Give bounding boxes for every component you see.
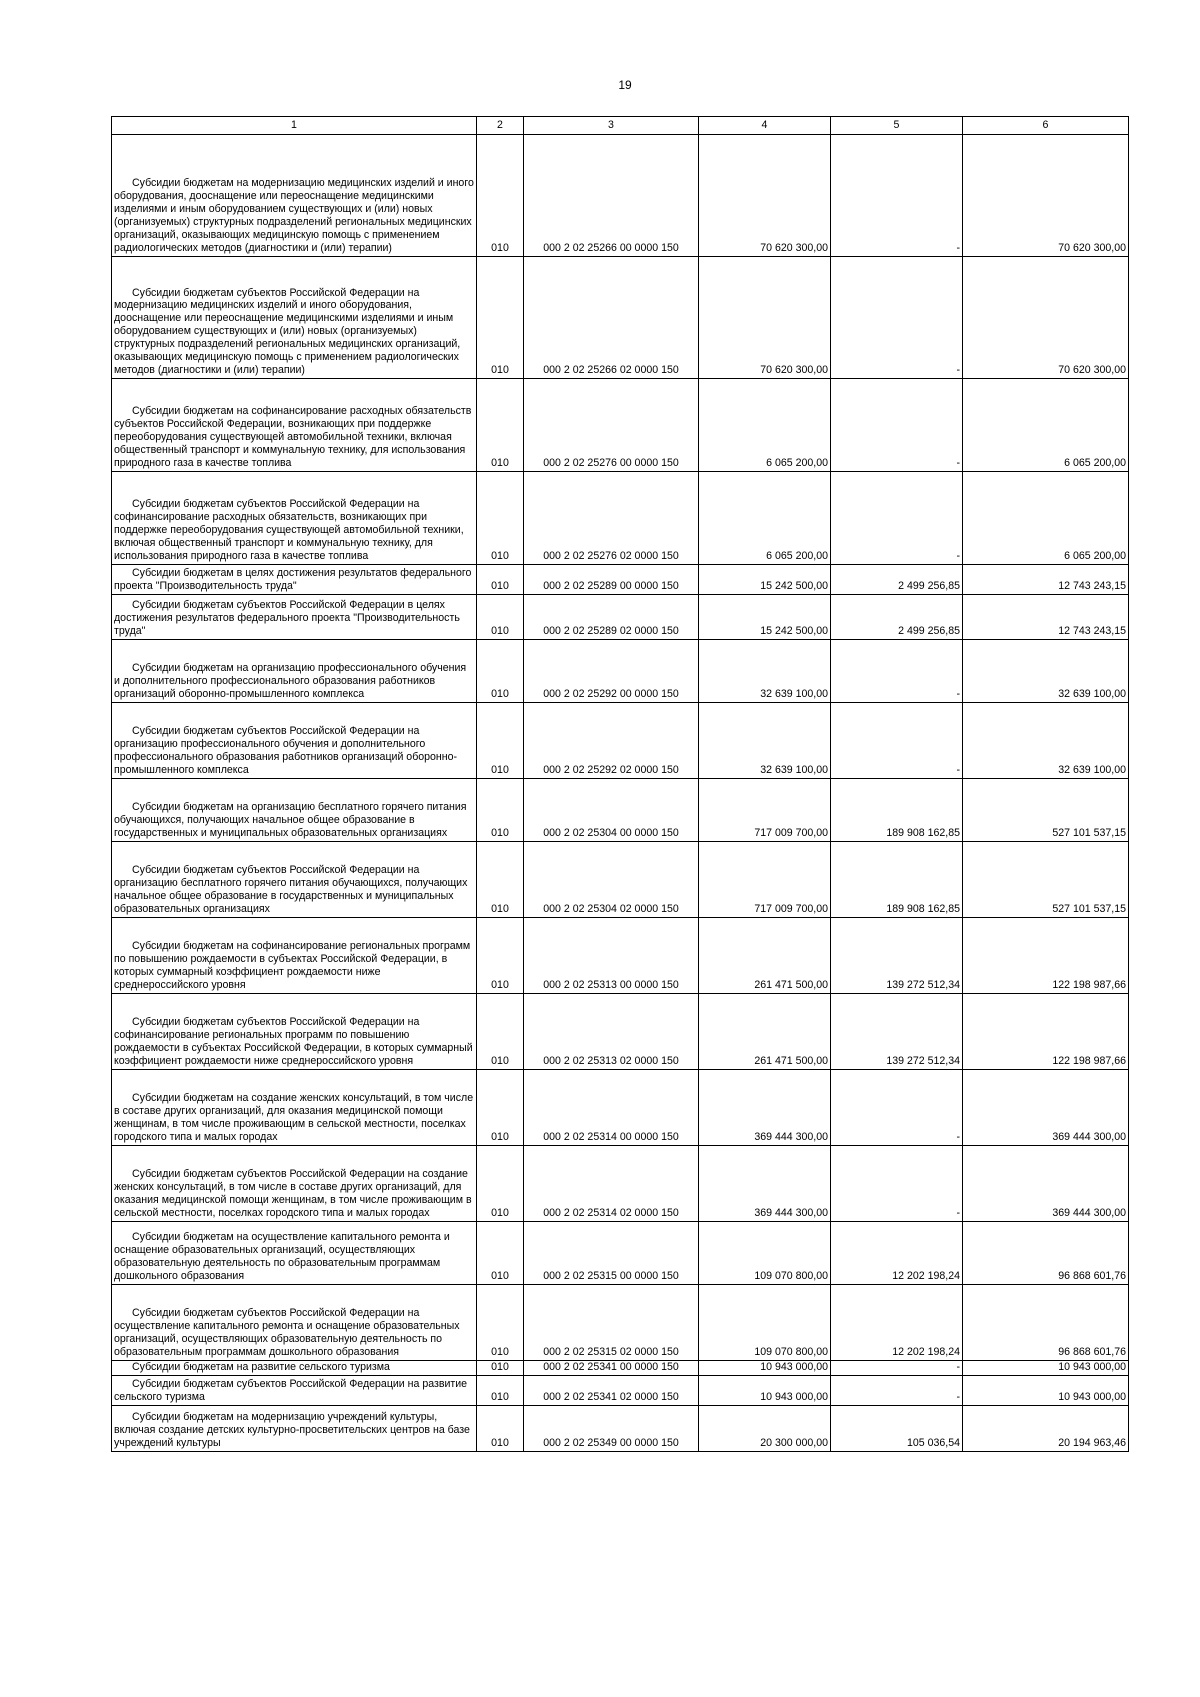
- row-plan-cell: [699, 640, 831, 703]
- cell-text: 000 2 02 25292 02 0000 150: [543, 764, 679, 777]
- row-name-cell: [112, 1361, 477, 1376]
- table-row: [112, 994, 1129, 1070]
- cell-text: Субсидии бюджетам субъектов Российской Федерации на софинансирование региональных программ по повышению рождаемости в субъектах Российской Федерации, в которых суммарный коэффициент рождаемости ниже среднероссийского уровня: [114, 1016, 473, 1068]
- cell-text: 010: [491, 580, 509, 593]
- cell-text: 369 444 300,00: [754, 1131, 828, 1144]
- cell-text: 20 300 000,00: [760, 1437, 828, 1450]
- cell-text: 12 743 243,15: [1058, 580, 1126, 593]
- row-done-cell: [831, 257, 963, 379]
- row-done-cell: [831, 842, 963, 918]
- budget-table: [111, 116, 1129, 1452]
- row-kbk-cell: [524, 994, 699, 1070]
- row-code-cell: [477, 1070, 524, 1146]
- column-header-3: 3: [524, 117, 699, 135]
- table-row: [112, 1285, 1129, 1361]
- table-row: [112, 1376, 1129, 1406]
- row-kbk-cell: [524, 257, 699, 379]
- cell-text: Субсидии бюджетам субъектов Российской Федерации на организацию профессионального обучения и дополнительного профессионального образования работников организаций оборонно-промышленного комплекса: [114, 725, 458, 777]
- row-code-cell: [477, 1146, 524, 1222]
- row-plan-cell: [699, 1376, 831, 1406]
- row-kbk-cell: [524, 1361, 699, 1376]
- cell-text: 717 009 700,00: [754, 827, 828, 840]
- cell-text: 12 743 243,15: [1058, 625, 1126, 638]
- row-name-cell: [112, 640, 477, 703]
- cell-text: Субсидии бюджетам на создание женских консультаций, в том числе в составе других организаций, для оказания медицинской помощи женщинам, в том числе проживающим в сельской местности, поселках городского типа и малых городах: [114, 1092, 474, 1144]
- cell-text: Субсидии бюджетам на модернизацию учреждений культуры, включая создание детских культурно-просветительских центров на базе учреждений культуры: [114, 1411, 470, 1450]
- row-done-cell: [831, 1376, 963, 1406]
- row-kbk-cell: [524, 1146, 699, 1222]
- cell-text: 189 908 162,85: [886, 827, 960, 840]
- row-name-cell: [112, 1406, 477, 1452]
- cell-text: 010: [491, 457, 509, 470]
- row-plan-cell: [699, 779, 831, 842]
- cell-text: -: [956, 1391, 960, 1404]
- column-header-5: 5: [831, 117, 963, 135]
- cell-text: 000 2 02 25266 00 0000 150: [543, 242, 679, 255]
- cell-text: 000 2 02 25289 00 0000 150: [543, 580, 679, 593]
- row-code-cell: [477, 1361, 524, 1376]
- cell-text: 70 620 300,00: [1058, 242, 1126, 255]
- cell-text: 010: [491, 1346, 509, 1359]
- cell-text: 369 444 300,00: [1052, 1207, 1126, 1220]
- table-row: [112, 595, 1129, 640]
- cell-text: 010: [491, 1437, 509, 1450]
- cell-text: 70 620 300,00: [760, 364, 828, 377]
- cell-text: Субсидии бюджетам субъектов Российской Федерации на развитие сельского туризма: [114, 1378, 468, 1404]
- table-row: [112, 135, 1129, 257]
- cell-text: 010: [491, 827, 509, 840]
- cell-text: 2 499 256,85: [898, 580, 960, 593]
- table-row: [112, 379, 1129, 472]
- row-rest-cell: [963, 257, 1129, 379]
- cell-text: 010: [491, 625, 509, 638]
- cell-text: -: [956, 242, 960, 255]
- row-plan-cell: [699, 1146, 831, 1222]
- table-row: [112, 1361, 1129, 1376]
- cell-text: 717 009 700,00: [754, 903, 828, 916]
- cell-text: 000 2 02 25314 02 0000 150: [543, 1207, 679, 1220]
- row-rest-cell: [963, 135, 1129, 257]
- row-code-cell: [477, 257, 524, 379]
- cell-text: 000 2 02 25313 02 0000 150: [543, 1055, 679, 1068]
- row-rest-cell: [963, 1222, 1129, 1285]
- row-name-cell: [112, 994, 477, 1070]
- cell-text: -: [956, 1361, 960, 1374]
- row-rest-cell: [963, 703, 1129, 779]
- row-code-cell: [477, 1285, 524, 1361]
- cell-text: 12 202 198,24: [892, 1270, 960, 1283]
- row-name-cell: [112, 1376, 477, 1406]
- cell-text: 96 868 601,76: [1058, 1346, 1126, 1359]
- cell-text: Субсидии бюджетам субъектов Российской Федерации на осуществление капитального ремонта и оснащение образовательных организаций, осуществляющих образовательную деятельность по образовательным программам дошкольного образования: [114, 1307, 460, 1359]
- cell-text: 010: [491, 688, 509, 701]
- cell-text: Субсидии бюджетам субъектов Российской Федерации на софинансирование расходных обязательств, возникающих при поддержке переоборудования существующей автомобильной техники, включая общественный транспорт и коммунальную технику, для использования природного газа в качестве топлива: [114, 498, 464, 563]
- row-name-cell: [112, 1070, 477, 1146]
- cell-text: 6 065 200,00: [1064, 550, 1126, 563]
- row-done-cell: [831, 779, 963, 842]
- row-kbk-cell: [524, 595, 699, 640]
- cell-text: 527 101 537,15: [1052, 903, 1126, 916]
- cell-text: 261 471 500,00: [754, 1055, 828, 1068]
- cell-text: 15 242 500,00: [760, 625, 828, 638]
- table-row: [112, 1406, 1129, 1452]
- cell-text: 32 639 100,00: [1058, 688, 1126, 701]
- cell-text: 010: [491, 1361, 509, 1374]
- cell-text: 000 2 02 25266 02 0000 150: [543, 364, 679, 377]
- cell-text: 000 2 02 25315 00 0000 150: [543, 1270, 679, 1283]
- row-kbk-cell: [524, 1285, 699, 1361]
- row-rest-cell: [963, 842, 1129, 918]
- row-done-cell: [831, 1285, 963, 1361]
- cell-text: 139 272 512,34: [886, 979, 960, 992]
- row-code-cell: [477, 1406, 524, 1452]
- cell-text: 010: [491, 1391, 509, 1404]
- cell-text: -: [956, 764, 960, 777]
- row-name-cell: [112, 842, 477, 918]
- row-kbk-cell: [524, 640, 699, 703]
- row-name-cell: [112, 1222, 477, 1285]
- row-plan-cell: [699, 472, 831, 565]
- cell-text: 000 2 02 25341 00 0000 150: [543, 1361, 679, 1374]
- cell-text: 010: [491, 242, 509, 255]
- cell-text: 2 499 256,85: [898, 625, 960, 638]
- row-rest-cell: [963, 1285, 1129, 1361]
- row-kbk-cell: [524, 918, 699, 994]
- row-rest-cell: [963, 1361, 1129, 1376]
- row-code-cell: [477, 779, 524, 842]
- cell-text: 010: [491, 1270, 509, 1283]
- row-code-cell: [477, 565, 524, 595]
- cell-text: -: [956, 364, 960, 377]
- row-kbk-cell: [524, 135, 699, 257]
- row-name-cell: [112, 779, 477, 842]
- cell-text: 000 2 02 25315 02 0000 150: [543, 1346, 679, 1359]
- cell-text: -: [956, 550, 960, 563]
- cell-text: -: [956, 457, 960, 470]
- row-rest-cell: [963, 565, 1129, 595]
- page-number: 19: [618, 78, 632, 92]
- row-plan-cell: [699, 918, 831, 994]
- row-done-cell: [831, 1146, 963, 1222]
- cell-text: 10 943 000,00: [760, 1391, 828, 1404]
- row-name-cell: [112, 472, 477, 565]
- column-header-2: 2: [477, 117, 524, 135]
- cell-text: 261 471 500,00: [754, 979, 828, 992]
- row-name-cell: [112, 565, 477, 595]
- cell-text: Субсидии бюджетам на софинансирование региональных программ по повышению рождаемости в субъектах Российской Федерации, в которых суммарный коэффициент рождаемости ниже среднероссийского уровня: [114, 940, 471, 992]
- cell-text: 010: [491, 1131, 509, 1144]
- row-kbk-cell: [524, 565, 699, 595]
- cell-text: 32 639 100,00: [760, 688, 828, 701]
- header-row: [112, 117, 1129, 135]
- row-name-cell: [112, 595, 477, 640]
- row-code-cell: [477, 703, 524, 779]
- table-row: [112, 565, 1129, 595]
- row-rest-cell: [963, 379, 1129, 472]
- row-done-cell: [831, 918, 963, 994]
- row-kbk-cell: [524, 1376, 699, 1406]
- cell-text: 010: [491, 764, 509, 777]
- cell-text: 000 2 02 25276 02 0000 150: [543, 550, 679, 563]
- cell-text: 000 2 02 25349 00 0000 150: [543, 1437, 679, 1450]
- cell-text: 96 868 601,76: [1058, 1270, 1126, 1283]
- row-kbk-cell: [524, 379, 699, 472]
- cell-text: 15 242 500,00: [760, 580, 828, 593]
- table-row: [112, 779, 1129, 842]
- cell-text: 369 444 300,00: [754, 1207, 828, 1220]
- row-rest-cell: [963, 1146, 1129, 1222]
- cell-text: Субсидии бюджетам в целях достижения результатов федерального проекта "Производительность труда": [114, 567, 472, 593]
- row-name-cell: [112, 1146, 477, 1222]
- row-done-cell: [831, 994, 963, 1070]
- row-plan-cell: [699, 1285, 831, 1361]
- cell-text: Субсидии бюджетам на развитие сельского туризма: [132, 1361, 390, 1374]
- cell-text: Субсидии бюджетам субъектов Российской Федерации на организацию бесплатного горячего питания обучающихся, получающих начальное общее образование в государственных и муниципальных образовательных организациях: [114, 864, 468, 916]
- row-plan-cell: [699, 994, 831, 1070]
- cell-text: 010: [491, 364, 509, 377]
- row-done-cell: [831, 1222, 963, 1285]
- row-done-cell: [831, 1361, 963, 1376]
- row-plan-cell: [699, 1070, 831, 1146]
- row-name-cell: [112, 918, 477, 994]
- cell-text: Субсидии бюджетам на организацию профессионального обучения и дополнительного профессионального образования работников организаций оборонно-промышленного комплекса: [114, 662, 467, 701]
- cell-text: Субсидии бюджетам на софинансирование расходных обязательств субъектов Российской Федерации, возникающих при поддержке переоборудования существующей автомобильной техники, включая общественный транспорт и коммунальную технику, для использования природного газа в качестве топлива: [114, 405, 472, 470]
- table-row: [112, 1146, 1129, 1222]
- row-plan-cell: [699, 703, 831, 779]
- cell-text: 000 2 02 25289 02 0000 150: [543, 625, 679, 638]
- cell-text: 010: [491, 1055, 509, 1068]
- row-rest-cell: [963, 918, 1129, 994]
- cell-text: 122 198 987,66: [1052, 1055, 1126, 1068]
- row-done-cell: [831, 472, 963, 565]
- row-plan-cell: [699, 135, 831, 257]
- cell-text: 139 272 512,34: [886, 1055, 960, 1068]
- cell-text: 000 2 02 25292 00 0000 150: [543, 688, 679, 701]
- row-kbk-cell: [524, 1222, 699, 1285]
- cell-text: Субсидии бюджетам субъектов Российской Федерации на модернизацию медицинских изделий и иного оборудования, дооснащение или переоснащение медицинскими изделиями и иным оборудованием существующих и (или) новых (организуемых) структурных подразделений региональных медицинских организаций, оказывающих медицинскую помощь с применением радиологических методов (диагностики и (или) терапии): [114, 286, 461, 377]
- table-row: [112, 703, 1129, 779]
- row-rest-cell: [963, 1070, 1129, 1146]
- row-plan-cell: [699, 842, 831, 918]
- cell-text: 10 943 000,00: [760, 1361, 828, 1374]
- cell-text: 010: [491, 903, 509, 916]
- row-rest-cell: [963, 1376, 1129, 1406]
- row-rest-cell: [963, 640, 1129, 703]
- table-row: [112, 1222, 1129, 1285]
- cell-text: Субсидии бюджетам субъектов Российской Федерации в целях достижения результатов федерального проекта "Производительность труда": [114, 599, 460, 638]
- cell-text: 109 070 800,00: [754, 1270, 828, 1283]
- row-name-cell: [112, 703, 477, 779]
- cell-text: 122 198 987,66: [1052, 979, 1126, 992]
- cell-text: 32 639 100,00: [1058, 764, 1126, 777]
- table-body: [112, 135, 1129, 1452]
- row-done-cell: [831, 1406, 963, 1452]
- row-plan-cell: [699, 565, 831, 595]
- table-row: [112, 918, 1129, 994]
- cell-text: 000 2 02 25276 00 0000 150: [543, 457, 679, 470]
- cell-text: 6 065 200,00: [1064, 457, 1126, 470]
- column-header-1: 1: [112, 117, 477, 135]
- table-row: [112, 640, 1129, 703]
- row-rest-cell: [963, 595, 1129, 640]
- cell-text: 189 908 162,85: [886, 903, 960, 916]
- cell-text: Субсидии бюджетам на осуществление капитального ремонта и оснащение образовательных организаций, осуществляющих образовательную деятельность по образовательным программам дошкольного образования: [114, 1231, 450, 1283]
- row-name-cell: [112, 257, 477, 379]
- table-header: [112, 117, 1129, 135]
- row-plan-cell: [699, 1406, 831, 1452]
- row-code-cell: [477, 994, 524, 1070]
- cell-text: Субсидии бюджетам субъектов Российской Федерации на создание женских консультаций, в том числе в составе других организаций, для оказания медицинской помощи женщинам, в том числе проживающим в сельской местности, поселках городского типа и малых городах: [114, 1168, 472, 1220]
- row-plan-cell: [699, 257, 831, 379]
- column-header-4: 4: [699, 117, 831, 135]
- row-done-cell: [831, 379, 963, 472]
- row-kbk-cell: [524, 472, 699, 565]
- cell-text: 000 2 02 25314 00 0000 150: [543, 1131, 679, 1144]
- cell-text: 70 620 300,00: [760, 242, 828, 255]
- row-done-cell: [831, 135, 963, 257]
- cell-text: 010: [491, 550, 509, 563]
- row-kbk-cell: [524, 1406, 699, 1452]
- row-done-cell: [831, 1070, 963, 1146]
- row-plan-cell: [699, 379, 831, 472]
- column-header-6: 6: [963, 117, 1129, 135]
- row-kbk-cell: [524, 842, 699, 918]
- table-row: [112, 472, 1129, 565]
- table-row: [112, 842, 1129, 918]
- row-code-cell: [477, 595, 524, 640]
- row-rest-cell: [963, 994, 1129, 1070]
- cell-text: 20 194 963,46: [1058, 1437, 1126, 1450]
- cell-text: 010: [491, 979, 509, 992]
- row-code-cell: [477, 135, 524, 257]
- cell-text: 000 2 02 25341 02 0000 150: [543, 1391, 679, 1404]
- cell-text: 105 036,54: [906, 1437, 960, 1450]
- row-kbk-cell: [524, 1070, 699, 1146]
- cell-text: 70 620 300,00: [1058, 364, 1126, 377]
- cell-text: -: [956, 688, 960, 701]
- row-plan-cell: [699, 1361, 831, 1376]
- row-code-cell: [477, 640, 524, 703]
- row-kbk-cell: [524, 703, 699, 779]
- row-done-cell: [831, 640, 963, 703]
- row-code-cell: [477, 472, 524, 565]
- row-plan-cell: [699, 595, 831, 640]
- cell-text: 109 070 800,00: [754, 1346, 828, 1359]
- cell-text: 6 065 200,00: [766, 457, 828, 470]
- cell-text: 000 2 02 25304 00 0000 150: [543, 827, 679, 840]
- row-code-cell: [477, 918, 524, 994]
- cell-text: 010: [491, 1207, 509, 1220]
- row-name-cell: [112, 379, 477, 472]
- cell-text: Субсидии бюджетам на модернизацию медицинских изделий и иного оборудования, дооснащение или переоснащение медицинскими изделиями и иным оборудованием существующих и (или) новых (организуемых) структурных подразделений региональных медицинских организаций, оказывающих медицинскую помощь с применением радиологических методов (диагностики и (или) терапии): [114, 177, 474, 255]
- row-plan-cell: [699, 1222, 831, 1285]
- cell-text: -: [956, 1131, 960, 1144]
- cell-text: 32 639 100,00: [760, 764, 828, 777]
- row-code-cell: [477, 1222, 524, 1285]
- row-rest-cell: [963, 472, 1129, 565]
- cell-text: 000 2 02 25313 00 0000 150: [543, 979, 679, 992]
- row-kbk-cell: [524, 779, 699, 842]
- cell-text: Субсидии бюджетам на организацию бесплатного горячего питания обучающихся, получающих начальное общее образование в государственных и муниципальных образовательных организациях: [114, 801, 467, 840]
- row-done-cell: [831, 703, 963, 779]
- cell-text: 527 101 537,15: [1052, 827, 1126, 840]
- row-done-cell: [831, 565, 963, 595]
- cell-text: -: [956, 1207, 960, 1220]
- table-row: [112, 1070, 1129, 1146]
- cell-text: 6 065 200,00: [766, 550, 828, 563]
- row-name-cell: [112, 135, 477, 257]
- row-code-cell: [477, 1376, 524, 1406]
- row-name-cell: [112, 1285, 477, 1361]
- row-code-cell: [477, 842, 524, 918]
- row-done-cell: [831, 595, 963, 640]
- row-code-cell: [477, 379, 524, 472]
- cell-text: 12 202 198,24: [892, 1346, 960, 1359]
- row-rest-cell: [963, 779, 1129, 842]
- table-row: [112, 257, 1129, 379]
- cell-text: 369 444 300,00: [1052, 1131, 1126, 1144]
- cell-text: 10 943 000,00: [1058, 1391, 1126, 1404]
- row-rest-cell: [963, 1406, 1129, 1452]
- cell-text: 10 943 000,00: [1058, 1361, 1126, 1374]
- cell-text: 000 2 02 25304 02 0000 150: [543, 903, 679, 916]
